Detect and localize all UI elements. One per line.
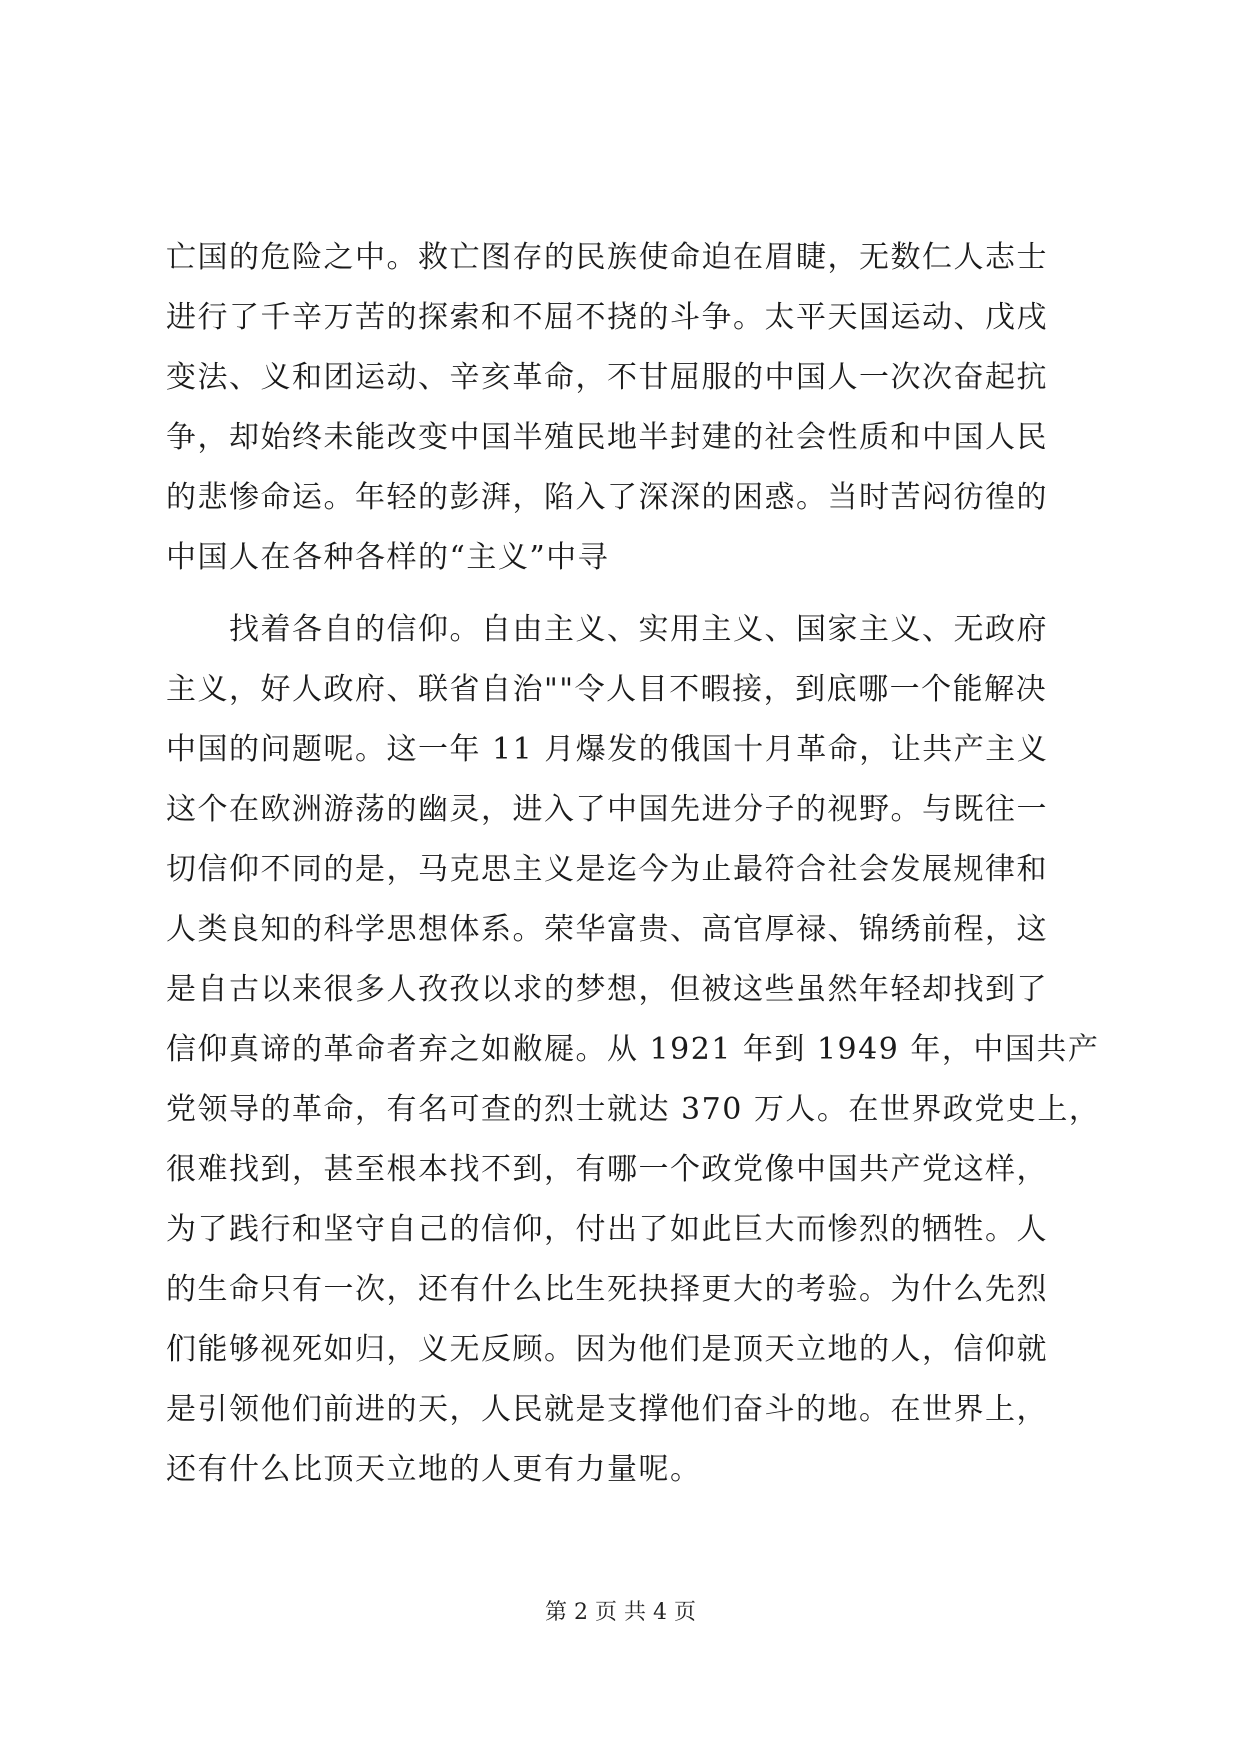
page-number-footer: 第 2 页 共 4 页 [545, 1600, 696, 1625]
text-line: 很难找到，甚至根本找不到，有哪一个政党像中国共产党这样， [166, 1152, 1048, 1187]
text-line: 亡国的危险之中。救亡图存的民族使命迫在眉睫，无数仁人志士 [166, 240, 1048, 275]
text-line: 人类良知的科学思想体系。荣华富贵、高官厚禄、锦绣前程，这 [166, 912, 1048, 947]
text-line: 变法、义和团运动、辛亥革命，不甘屈服的中国人一次次奋起抗 [166, 360, 1048, 395]
text-line: 是引领他们前进的天，人民就是支撑他们奋斗的地。在世界上， [166, 1392, 1048, 1427]
text-line: 切信仰不同的是，马克思主义是迄今为止最符合社会发展规律和 [166, 852, 1048, 887]
text-line: 为了践行和坚守自己的信仰，付出了如此巨大而惨烈的牺牲。人 [166, 1212, 1048, 1247]
text-line: 中国人在各种各样的“主义”中寻 [166, 540, 610, 575]
text-line: 还有什么比顶天立地的人更有力量呢。 [166, 1452, 702, 1487]
text-line: 争，却始终未能改变中国半殖民地半封建的社会性质和中国人民 [166, 420, 1048, 455]
text-line: 是自古以来很多人孜孜以求的梦想，但被这些虽然年轻却找到了 [166, 972, 1048, 1007]
text-line: 找着各自的信仰。自由主义、实用主义、国家主义、无政府 [166, 612, 1048, 647]
text-line: 这个在欧洲游荡的幽灵，进入了中国先进分子的视野。与既往一 [166, 792, 1048, 827]
text-line: 进行了千辛万苦的探索和不屈不挠的斗争。太平天国运动、戊戌 [166, 300, 1048, 335]
text-line: 党领导的革命，有名可查的烈士就达 370 万人。在世界政党史上， [166, 1092, 1101, 1127]
text-line: 们能够视死如归，义无反顾。因为他们是顶天立地的人，信仰就 [166, 1332, 1048, 1367]
paragraph-1 [166, 228, 1074, 588]
text-line: 主义，好人政府、联省自治""令人目不暇接，到底哪一个能解决 [166, 672, 1048, 707]
paragraph-2 [166, 600, 1101, 1500]
text-line: 信仰真谛的革命者弃之如敝屣。从 1921 年到 1949 年，中国共产 [166, 1032, 1100, 1067]
text-line: 的生命只有一次，还有什么比生死抉择更大的考验。为什么先烈 [166, 1272, 1048, 1307]
text-line: 中国的问题呢。这一年 11 月爆发的俄国十月革命，让共产主义 [166, 732, 1049, 767]
document-body [166, 228, 1101, 1500]
text-line: 的悲惨命运。年轻的彭湃，陷入了深深的困惑。当时苦闷彷徨的 [166, 480, 1048, 515]
